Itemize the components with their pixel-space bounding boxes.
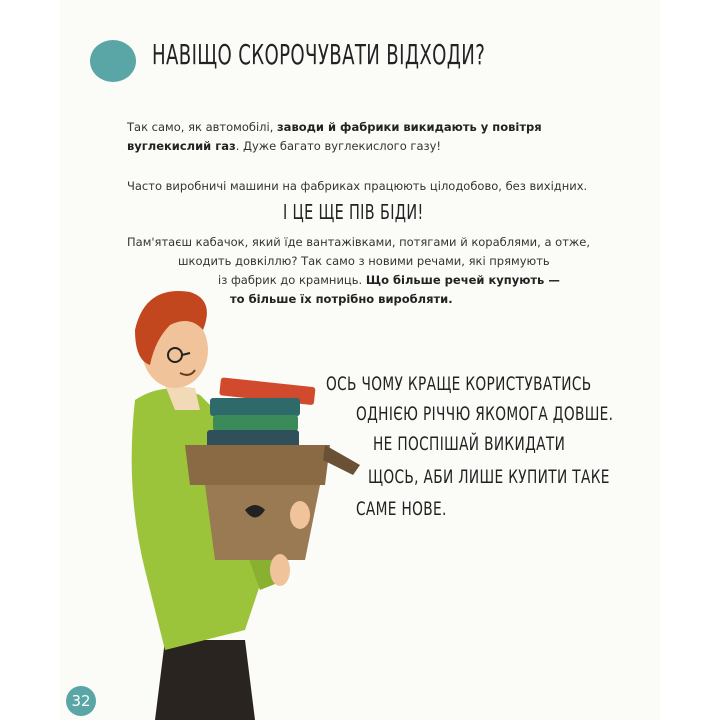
callout-line-2: ОДНІЄЮ РІЧЧЮ ЯКОМОГА ДОВШЕ. [356, 403, 614, 425]
p1-bold-text: заводи й фабрики викидають у повітря [277, 120, 542, 134]
paragraph-3-line-2: шкодить довкіллю? Так само з новими речами, які прямують [178, 254, 550, 268]
emphasis-text: І ЦЕ ЩЕ ПІВ БІДИ! [283, 200, 424, 224]
callout-line-4: ЩОСЬ, АБИ ЛИШЕ КУПИТИ ТАКЕ [368, 466, 610, 488]
p3-bold-text-2: то більше їх потрібно виробляти. [230, 292, 453, 306]
p1-text-2: . Дуже багато вуглекислого газу! [235, 139, 442, 153]
p1-bold-text-2: вуглекислий газ [127, 139, 236, 153]
paragraph-3-line-1: Пам'ятаєш кабачок, який їде вантажівками, потягами й кораблями, а отже, [127, 235, 590, 249]
paragraph-1-line-2 [127, 137, 441, 156]
p3-bold-text: Що більше речей купують — [365, 273, 560, 287]
heading-marker-icon [90, 40, 136, 82]
callout-line-3: НЕ ПОСПІШАЙ ВИКИДАТИ [373, 433, 566, 455]
paragraph-2: Часто виробничі машини на фабриках працюють цілодобово, без вихідних. [127, 179, 588, 193]
person-carrying-box-illustration [95, 270, 375, 720]
callout-line-1: ОСЬ ЧОМУ КРАЩЕ КОРИСТУВАТИСЬ [326, 373, 592, 395]
page-number: 32 [66, 686, 96, 716]
p1-text: Так само, як автомобілі, [127, 120, 277, 134]
callout-line-5: САМЕ НОВЕ. [356, 498, 447, 520]
p3-text: із фабрик до крамниць. [218, 273, 366, 287]
paragraph-1-line-1 [127, 118, 542, 137]
page-heading: НАВІЩО СКОРОЧУВАТИ ВІДХОДИ? [152, 38, 486, 71]
